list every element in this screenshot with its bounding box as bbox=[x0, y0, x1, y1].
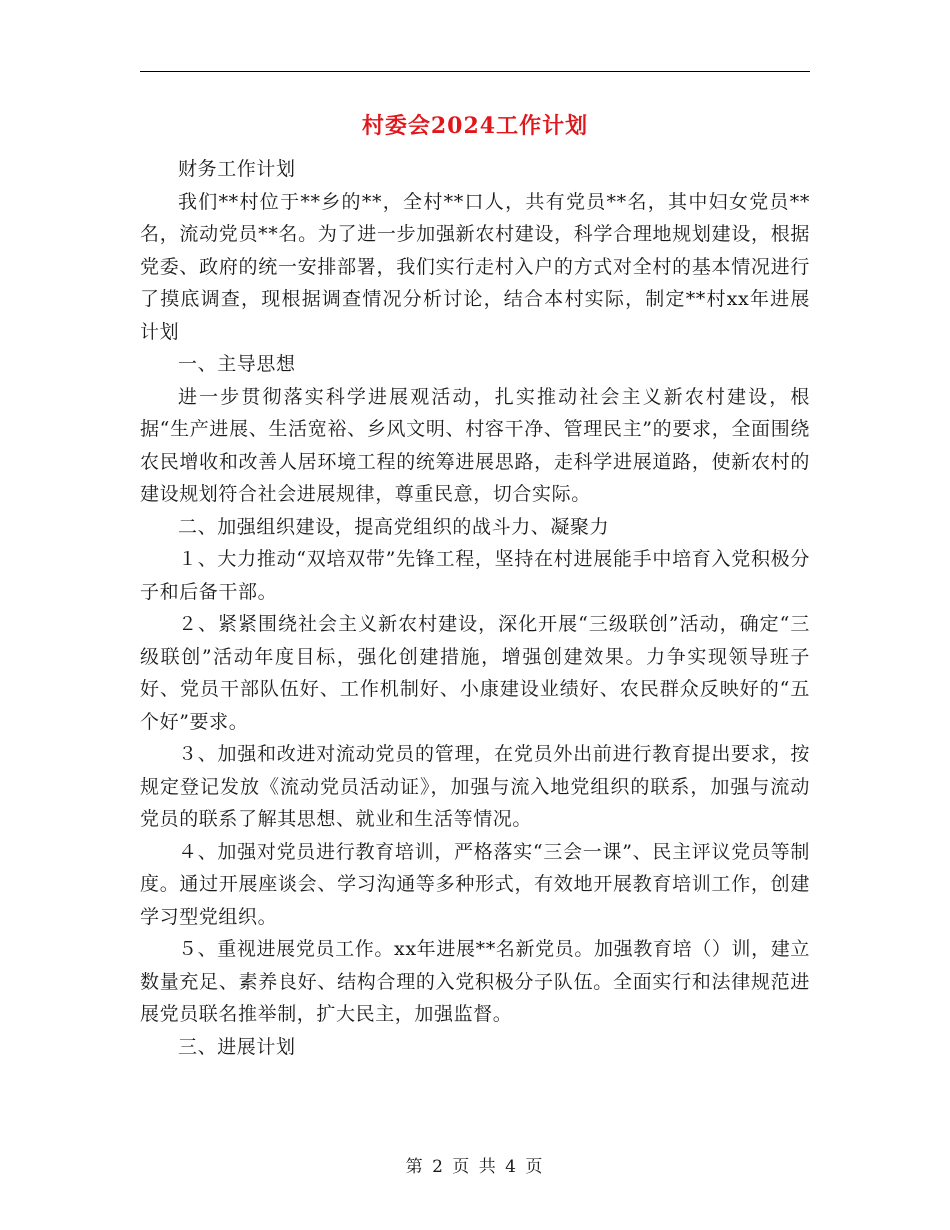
paragraph-heading-3: 三、进展计划 bbox=[178, 1035, 296, 1058]
paragraph-guiding-thought: 进一步贯彻落实科学进展观活动，扎实推动社会主义新农村建设，根据“生产进展、生活宽裕、乡风文明、村容干净、管理民主”的要求，全面围绕农民增收和改善人居环境工程的统筹进展思路，走科学进展道路，使新农村的建设规划符合社会进展规律，尊重民意，切合实际。 bbox=[140, 385, 810, 505]
paragraph-heading-2: 二、加强组织建设，提高党组织的战斗力、凝聚力 bbox=[178, 515, 610, 538]
page-number-footer: 第 2 页 共 4 页 bbox=[405, 1157, 545, 1177]
paragraph-item-4: ４、加强对党员进行教育培训，严格落实“三会一课”、民主评议党员等制度。通过开展座谈会、学习沟通等多种形式，有效地开展教育培训工作，创建学习型党组织。 bbox=[140, 840, 810, 928]
paragraph-section-heading: 财务工作计划 bbox=[178, 158, 296, 180]
paragraph-item-2: ２、紧紧围绕社会主义新农村建设，深化开展“三级联创”活动，确定“三级联创”活动年度目标，强化创建措施，增强创建效果。力争实现领导班子好、党员干部队伍好、工作机制好、小康建设业绩好、农民群众反映好的“五个好”要求。 bbox=[140, 613, 810, 733]
paragraph-item-1: １、大力推动“双培双带”先锋工程，坚持在村进展能手中培育入党积极分子和后备干部。 bbox=[140, 548, 810, 603]
document-title: 村委会2024工作计划 bbox=[361, 113, 589, 139]
paragraph-heading-1: 一、主导思想 bbox=[178, 353, 296, 375]
document-body bbox=[140, 153, 810, 1063]
header-rule bbox=[140, 71, 810, 72]
paragraph-item-3: ３、加强和改进对流动党员的管理，在党员外出前进行教育提出要求，按规定登记发放《流动党员活动证》，加强与流入地党组织的联系，加强与流动党员的联系了解其思想、就业和生活等情况。 bbox=[140, 743, 810, 830]
paragraph-item-5: ５、重视进展党员工作。xx年进展**名新党员。加强教育培（）训，建立数量充足、素养良好、结构合理的入党积极分子队伍。全面实行和法律规范进展党员联名推举制，扩大民主，加强监督。 bbox=[140, 938, 810, 1025]
paragraph-intro: 我们**村位于**乡的**，全村**口人，共有党员**名，其中妇女党员**名，流动党员**名。为了进一步加强新农村建设，科学合理地规划建设，根据党委、政府的统一安排部署，我们实行走村入户的方式对全村的基本情况进行了摸底调查，现根据调查情况分析讨论，结合本村实际，制定**村xx年进展计划 bbox=[140, 190, 810, 343]
